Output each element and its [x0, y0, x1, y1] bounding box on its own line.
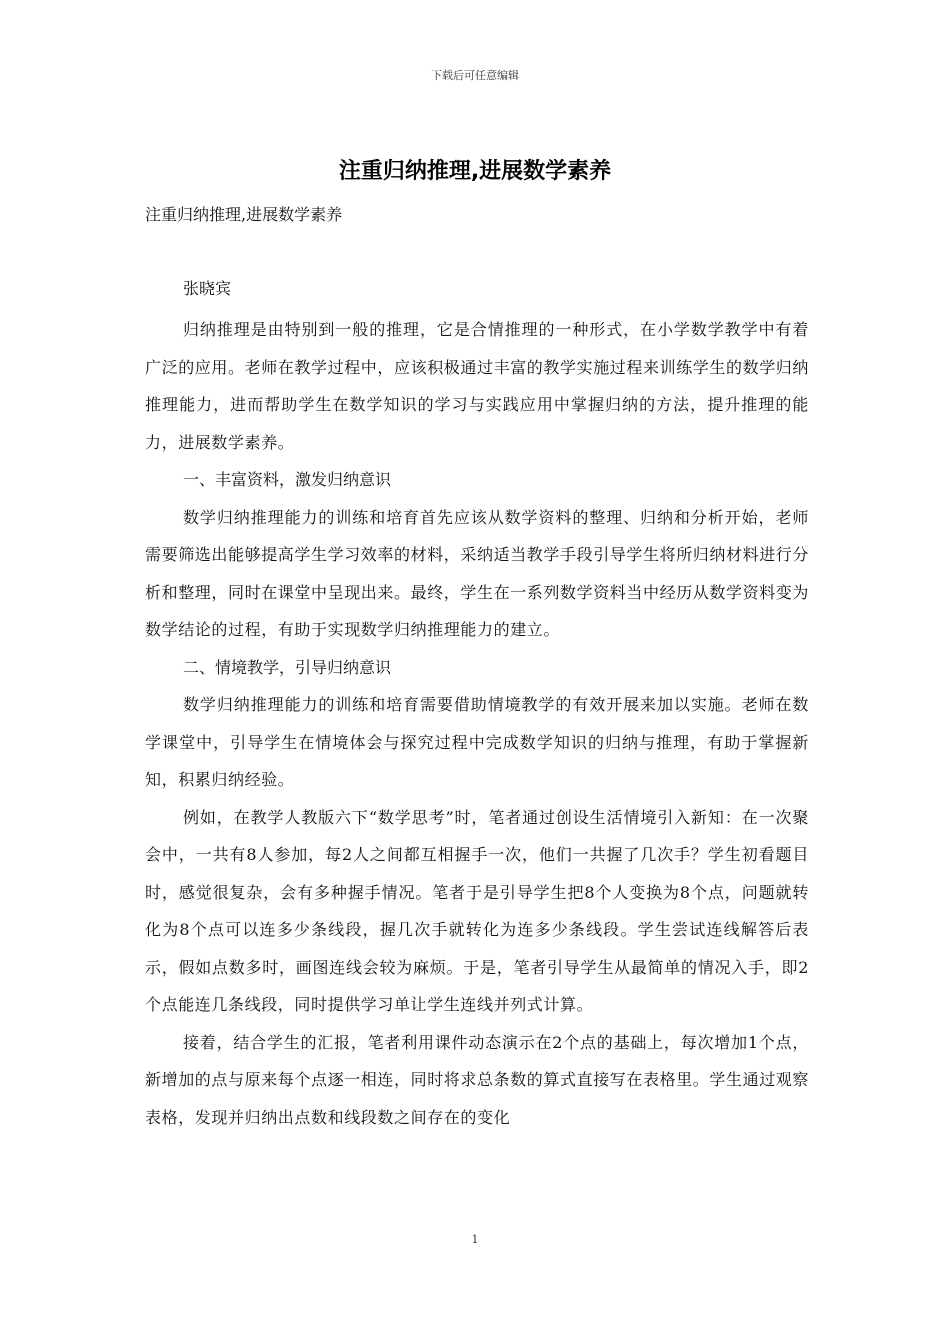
author-name: 张晓宾	[183, 279, 232, 298]
document-subtitle: 注重归纳推理,进展数学素养	[145, 205, 343, 224]
paragraph-section-2: 数学归纳推理能力的训练和培育需要借助情境教学的有效开展来加以实施。老师在数学课堂中，引导学生在情境体会与探究过程中完成数学知识的归纳与推理，有助于掌握新知，积累归纳经验。	[145, 695, 809, 789]
section-heading-1: 一、丰富资料，激发归纳意识	[183, 470, 392, 489]
section-heading-2: 二、情境教学，引导归纳意识	[183, 657, 392, 677]
page-number: 1	[471, 1233, 479, 1246]
paragraph-example: 例如，在教学人教版六下“数学思考”时，笔者通过创设生活情境引入新知：在一次聚会中，一共有8人参加，每2人之间都互相握手一次，他们一共握了几次手？学生初看题目时，感觉很复杂，会有多种握手情况。笔者于是引导学生把8个人变换为8个点，问题就转化为8个点可以连多少条线段，握几次手就转化为连多少条线段。学生尝试连线解答后表示，假如点数多时，画图连线会较为麻烦。于是，笔者引导学生从最简单的情况入手，即2个点能连几条线段，同时提供学习单让学生连线并列式计算。	[145, 807, 809, 1014]
paragraph-intro: 归纳推理是由特别到一般的推理，它是合情推理的一种形式，在小学数学教学中有着广泛的应用。老师在教学过程中，应该积极通过丰富的教学实施过程来训练学生的数学归纳推理能力，进而帮助学生在数学知识的学习与实践应用中掌握归纳的方法，提升推理的能力，进展数学素养。	[145, 320, 810, 452]
page-header-note: 下载后可任意编辑	[431, 69, 519, 82]
document-body	[145, 311, 809, 1136]
paragraph-continuation: 接着，结合学生的汇报，笔者利用课件动态演示在2个点的基础上，每次增加1个点，新增加的点与原来每个点逐一相连，同时将求总条数的算式直接写在表格里。学生通过观察表格，发现并归纳出点数和线段数之间存在的变化	[145, 1032, 810, 1127]
document-title: 注重归纳推理,进展数学素养	[338, 159, 612, 184]
paragraph-section-1: 数学归纳推理能力的训练和培育首先应该从数学资料的整理、归纳和分析开始，老师需要筛选出能够提高学生学习效率的材料，采纳适当教学手段引导学生将所归纳材料进行分析和整理，同时在课堂中呈现出来。最终，学生在一系列数学资料当中经历从数学资料变为数学结论的过程，有助于实现数学归纳推理能力的建立。	[145, 507, 810, 639]
